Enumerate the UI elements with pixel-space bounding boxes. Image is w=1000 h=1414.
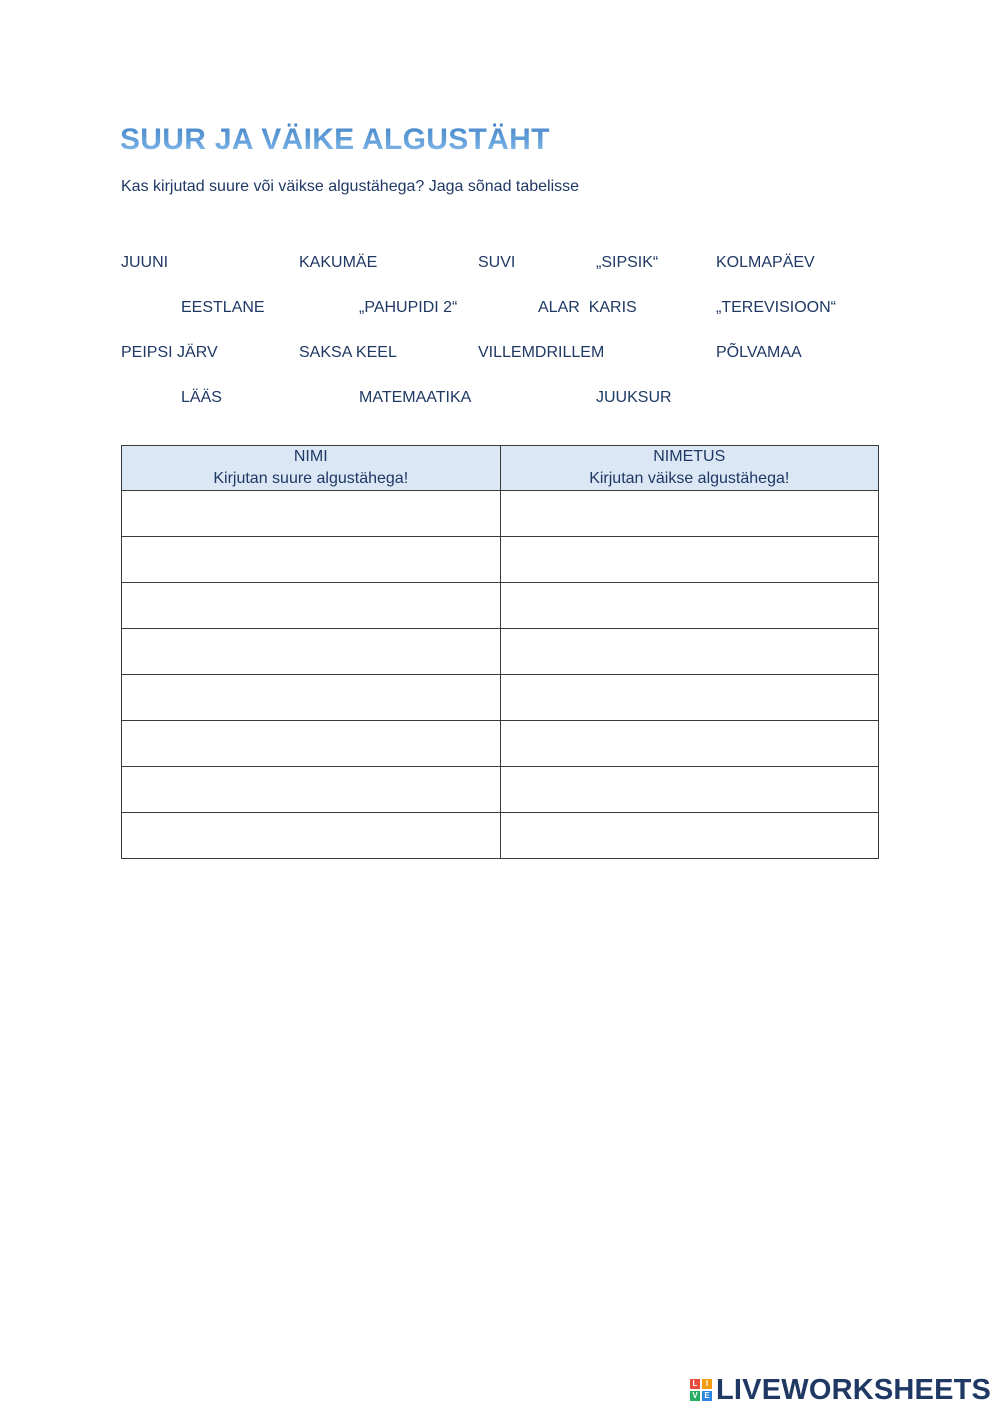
word-item: VILLEMDRILLEM	[478, 344, 605, 361]
answer-input-nimetus[interactable]	[501, 537, 879, 582]
worksheet-title: SUUR JA VÄIKE ALGUSTÄHT	[120, 120, 550, 160]
word-item: JUUNI	[121, 254, 169, 271]
word-item: JUUKSUR	[596, 389, 672, 406]
answer-input-nimi[interactable]	[122, 721, 500, 766]
column-subtitle: Kirjutan väikse algustähega!	[589, 470, 790, 487]
answer-input-nimi[interactable]	[122, 583, 500, 628]
word-item: KOLMAPÄEV	[716, 254, 815, 271]
word-item: PEIPSI JÄRV	[121, 344, 218, 361]
answer-table-body	[122, 491, 879, 859]
word-item: KAKUMÄE	[299, 254, 378, 271]
answer-cell-nimi[interactable]	[122, 583, 501, 629]
answer-cell-nimi[interactable]	[122, 813, 501, 859]
logo-tile: I	[702, 1379, 712, 1389]
answer-input-nimetus[interactable]	[501, 767, 879, 812]
answer-cell-nimetus[interactable]	[500, 813, 879, 859]
answer-input-nimi[interactable]	[122, 767, 500, 812]
answer-cell-nimetus[interactable]	[500, 767, 879, 813]
answer-cell-nimi[interactable]	[122, 675, 501, 721]
word-item: „SIPSIK“	[596, 254, 659, 271]
table-row	[122, 813, 879, 859]
table-row	[122, 721, 879, 767]
word-item: LÄÄS	[181, 389, 222, 406]
table-header-row	[122, 446, 879, 491]
word-item: „TEREVISIOON“	[716, 299, 837, 316]
answer-cell-nimetus[interactable]	[500, 583, 879, 629]
answer-input-nimetus[interactable]	[501, 721, 879, 766]
column-header-nimetus	[500, 446, 879, 491]
answer-cell-nimetus[interactable]	[500, 491, 879, 537]
answer-cell-nimetus[interactable]	[500, 537, 879, 583]
liveworksheets-logo-icon	[690, 1379, 712, 1401]
table-row	[122, 675, 879, 721]
answer-input-nimetus[interactable]	[501, 813, 879, 858]
answer-input-nimi[interactable]	[122, 629, 500, 674]
brand-name: LIVEWORKSHEETS	[716, 1373, 992, 1406]
table-row	[122, 491, 879, 537]
word-item: ALAR KARIS	[538, 299, 637, 316]
answer-cell-nimetus[interactable]	[500, 629, 879, 675]
word-item: PÕLVAMAA	[716, 344, 802, 361]
answer-input-nimetus[interactable]	[501, 583, 879, 628]
answer-input-nimi[interactable]	[122, 675, 500, 720]
column-title: NIMETUS	[653, 448, 726, 465]
column-subtitle: Kirjutan suure algustähega!	[213, 470, 409, 487]
answer-cell-nimi[interactable]	[122, 629, 501, 675]
answer-cell-nimi[interactable]	[122, 491, 501, 537]
table-row	[122, 537, 879, 583]
logo-tile: E	[702, 1391, 712, 1401]
answer-table	[121, 445, 879, 859]
answer-input-nimi[interactable]	[122, 813, 500, 858]
answer-input-nimetus[interactable]	[501, 675, 879, 720]
table-row	[122, 767, 879, 813]
word-item: „PAHUPIDI 2“	[359, 299, 458, 316]
answer-cell-nimetus[interactable]	[500, 675, 879, 721]
logo-tile: V	[690, 1391, 700, 1401]
word-item: EESTLANE	[181, 299, 265, 316]
liveworksheets-brand	[690, 1374, 991, 1406]
worksheet-instruction: Kas kirjutad suure või väikse algustähega? Jaga sõnad tabelisse	[121, 178, 580, 195]
logo-tile: L	[690, 1379, 700, 1389]
answer-input-nimetus[interactable]	[501, 629, 879, 674]
word-item: SUVI	[478, 254, 516, 271]
answer-cell-nimi[interactable]	[122, 721, 501, 767]
answer-input-nimi[interactable]	[122, 491, 500, 536]
answer-cell-nimi[interactable]	[122, 767, 501, 813]
table-row	[122, 583, 879, 629]
answer-input-nimetus[interactable]	[501, 491, 879, 536]
answer-cell-nimi[interactable]	[122, 537, 501, 583]
word-item: MATEMAATIKA	[359, 389, 472, 406]
table-row	[122, 629, 879, 675]
word-item: SAKSA KEEL	[299, 344, 397, 361]
column-title: NIMI	[293, 448, 328, 465]
column-header-nimi	[122, 446, 501, 491]
answer-cell-nimetus[interactable]	[500, 721, 879, 767]
answer-input-nimi[interactable]	[122, 537, 500, 582]
